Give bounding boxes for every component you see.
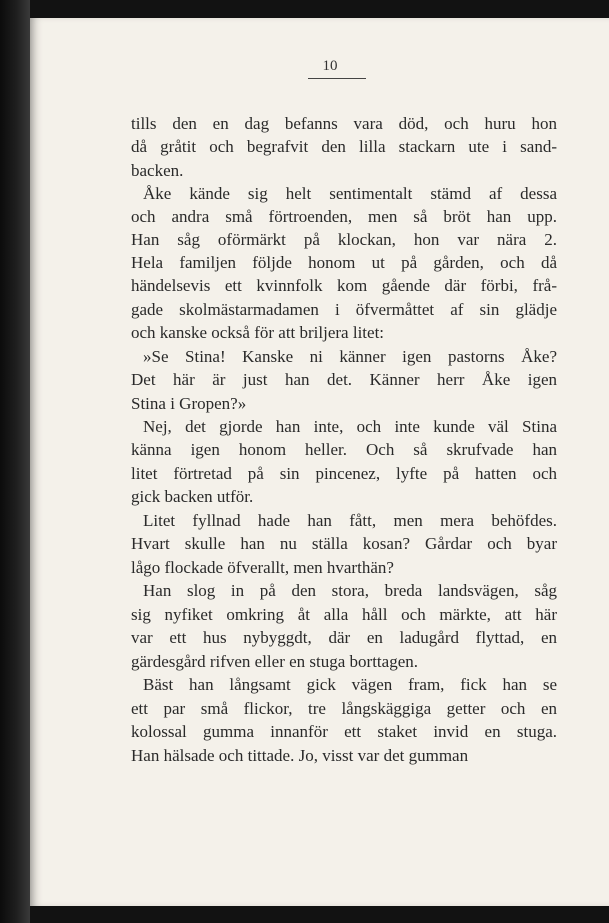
page-number-rule — [308, 78, 366, 79]
text-line: Åke kände sig helt sentimentalt stämd af dessa — [143, 184, 557, 203]
text-line: gade skolmästarmadamen i öfvermåttet af sin glädje — [131, 300, 557, 319]
text-line: Han hälsade och tittade. Jo, visst var det gumman — [131, 746, 469, 765]
text-line: känna igen honom heller. Och så skrufvade han — [131, 440, 557, 459]
text-line: Bäst han långsamt gick vägen fram, fick han se — [143, 675, 557, 694]
text-line: gärdesgård rifven eller en stuga borttagen. — [131, 652, 418, 671]
text-line: lågo flockade öfverallt, men hvarthän? — [131, 558, 394, 577]
text-line: Stina i Gropen?» — [131, 394, 247, 413]
text-line: »Se Stina! Kanske ni känner igen pastorns Åke? — [143, 347, 557, 366]
text-line: backen. — [131, 161, 184, 180]
text-line: tills den en dag befanns vara död, och huru hon — [131, 114, 557, 133]
text-line: händelsevis ett kvinnfolk kom gående där förbi, frå- — [131, 276, 557, 295]
page-number: 10 — [322, 58, 338, 74]
book-spine — [0, 0, 30, 923]
text-line: Hvart skulle han nu ställa kosan? Gårdar och byar — [131, 534, 557, 553]
text-line: ett par små flickor, tre långskäggiga getter och en — [131, 699, 557, 718]
text-line: Nej, det gjorde han inte, och inte kunde väl Stina — [143, 417, 557, 436]
text-line: Det här är just han det. Känner herr Åke igen — [131, 370, 557, 389]
text-line: Han såg oförmärkt på klockan, hon var nära 2. — [131, 230, 557, 249]
text-line: Litet fyllnad hade han fått, men mera behöfdes. — [143, 511, 557, 530]
text-line: var ett hus nybyggdt, där en ladugård flyttad, en — [131, 628, 557, 647]
text-line: sig nyfiket omkring åt alla håll och märkte, att här — [131, 605, 557, 624]
text-line: gick backen utför. — [131, 487, 254, 506]
text-line: och andra små förtroenden, men så bröt han upp. — [131, 207, 557, 226]
text-line: litet förtretad på sin pincenez, lyfte på hatten och — [131, 464, 557, 483]
text-line: och kanske också för att briljera litet: — [131, 323, 385, 342]
text-line: då gråtit och begrafvit den lilla stackarn ute i sand- — [131, 137, 557, 156]
text-line: Hela familjen följde honom ut på gården, och då — [131, 253, 557, 272]
text-line: Han slog in på den stora, breda landsvägen, såg — [143, 581, 557, 600]
text-line: kolossal gumma innanför ett staket invid en stuga. — [131, 722, 557, 741]
